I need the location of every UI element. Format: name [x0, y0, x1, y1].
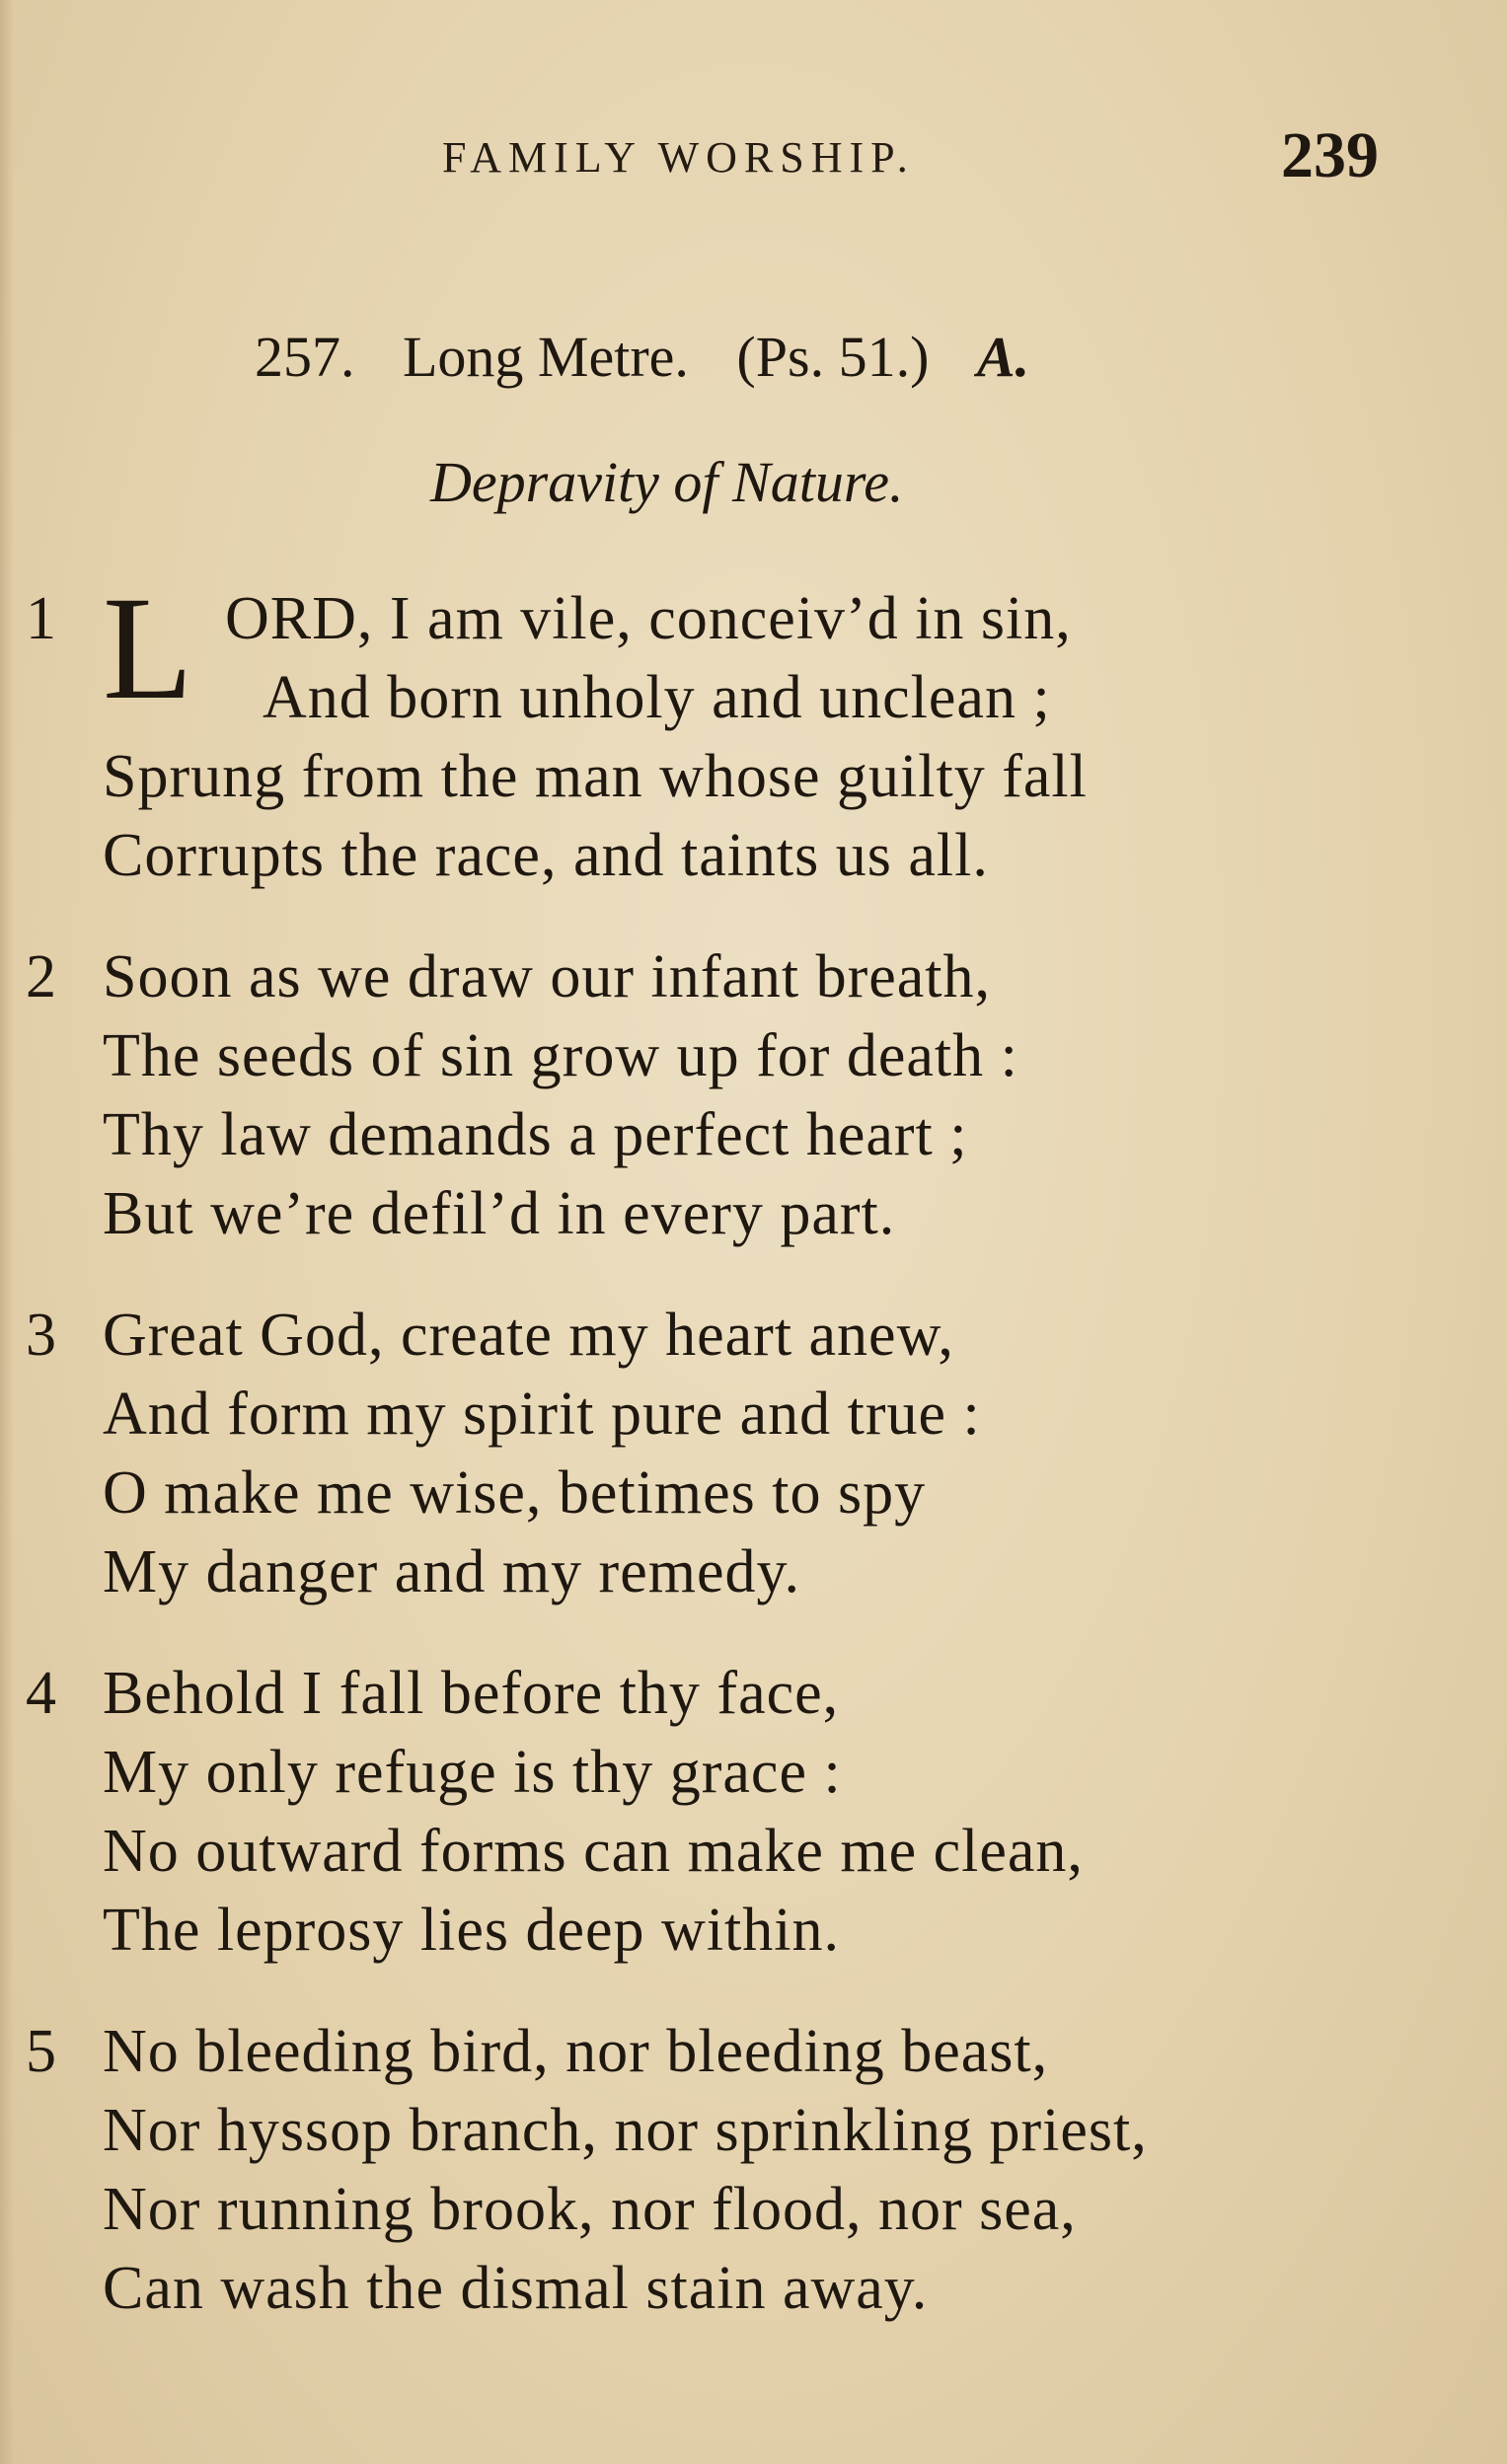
- verse-line: Great God, create my heart anew,: [103, 1302, 954, 1369]
- hymn-subtitle: Depravity of Nature.: [430, 450, 904, 514]
- running-head: [0, 118, 1507, 197]
- stanza-number: 3: [26, 1302, 56, 1369]
- hymn-psalm-reference: (Ps. 51.): [736, 325, 930, 389]
- verse-line: O make me wise, betimes to spy: [103, 1459, 927, 1527]
- stanza-number: 2: [26, 943, 56, 1010]
- verse-line: Nor running brook, nor flood, nor sea,: [103, 2176, 1077, 2243]
- hymn-tune-mark: A.: [976, 325, 1030, 389]
- verse-line: Soon as we draw our infant breath,: [103, 943, 992, 1010]
- hymn-metre: Long Metre.: [403, 325, 689, 389]
- verse-line: Nor hyssop branch, nor sprinkling priest,: [103, 2097, 1148, 2164]
- stanza-number: 4: [26, 1660, 56, 1727]
- verse-line: Can wash the dismal stain away.: [103, 2255, 929, 2322]
- page-number: 239: [1281, 119, 1379, 191]
- verse-line: Sprung from the man whose guilty fall: [103, 743, 1088, 810]
- verse-line: My only refuge is thy grace :: [103, 1739, 842, 1806]
- page-edge-shadow: [0, 0, 14, 2464]
- hymn-number: 257.: [255, 325, 355, 389]
- stanza-number: 1: [26, 585, 56, 652]
- verse-line: The seeds of sin grow up for death :: [103, 1022, 1018, 1089]
- verse-line: But we’re defil’d in every part.: [103, 1180, 896, 1247]
- verse-line: And born unholy and unclean ;: [263, 664, 1051, 731]
- verse-line: My danger and my remedy.: [103, 1538, 800, 1605]
- hymn-heading: [255, 324, 1029, 390]
- running-title: FAMILY WORSHIP.: [442, 133, 915, 182]
- verse-line: Thy law demands a perfect heart ;: [103, 1101, 968, 1168]
- verse-line: Corrupts the race, and taints us all.: [103, 822, 989, 889]
- verse-line: And form my spirit pure and true :: [103, 1381, 981, 1448]
- verse-line: Behold I fall before thy face,: [103, 1660, 840, 1727]
- verse-line: No bleeding bird, nor bleeding beast,: [103, 2018, 1049, 2085]
- drop-cap: L: [103, 566, 193, 730]
- verse-line: ORD, I am vile, conceiv’d in sin,: [225, 585, 1072, 652]
- stanza-number: 5: [26, 2018, 56, 2085]
- verse-line: No outward forms can make me clean,: [103, 1818, 1084, 1885]
- verse-line: The leprosy lies deep within.: [103, 1897, 840, 1964]
